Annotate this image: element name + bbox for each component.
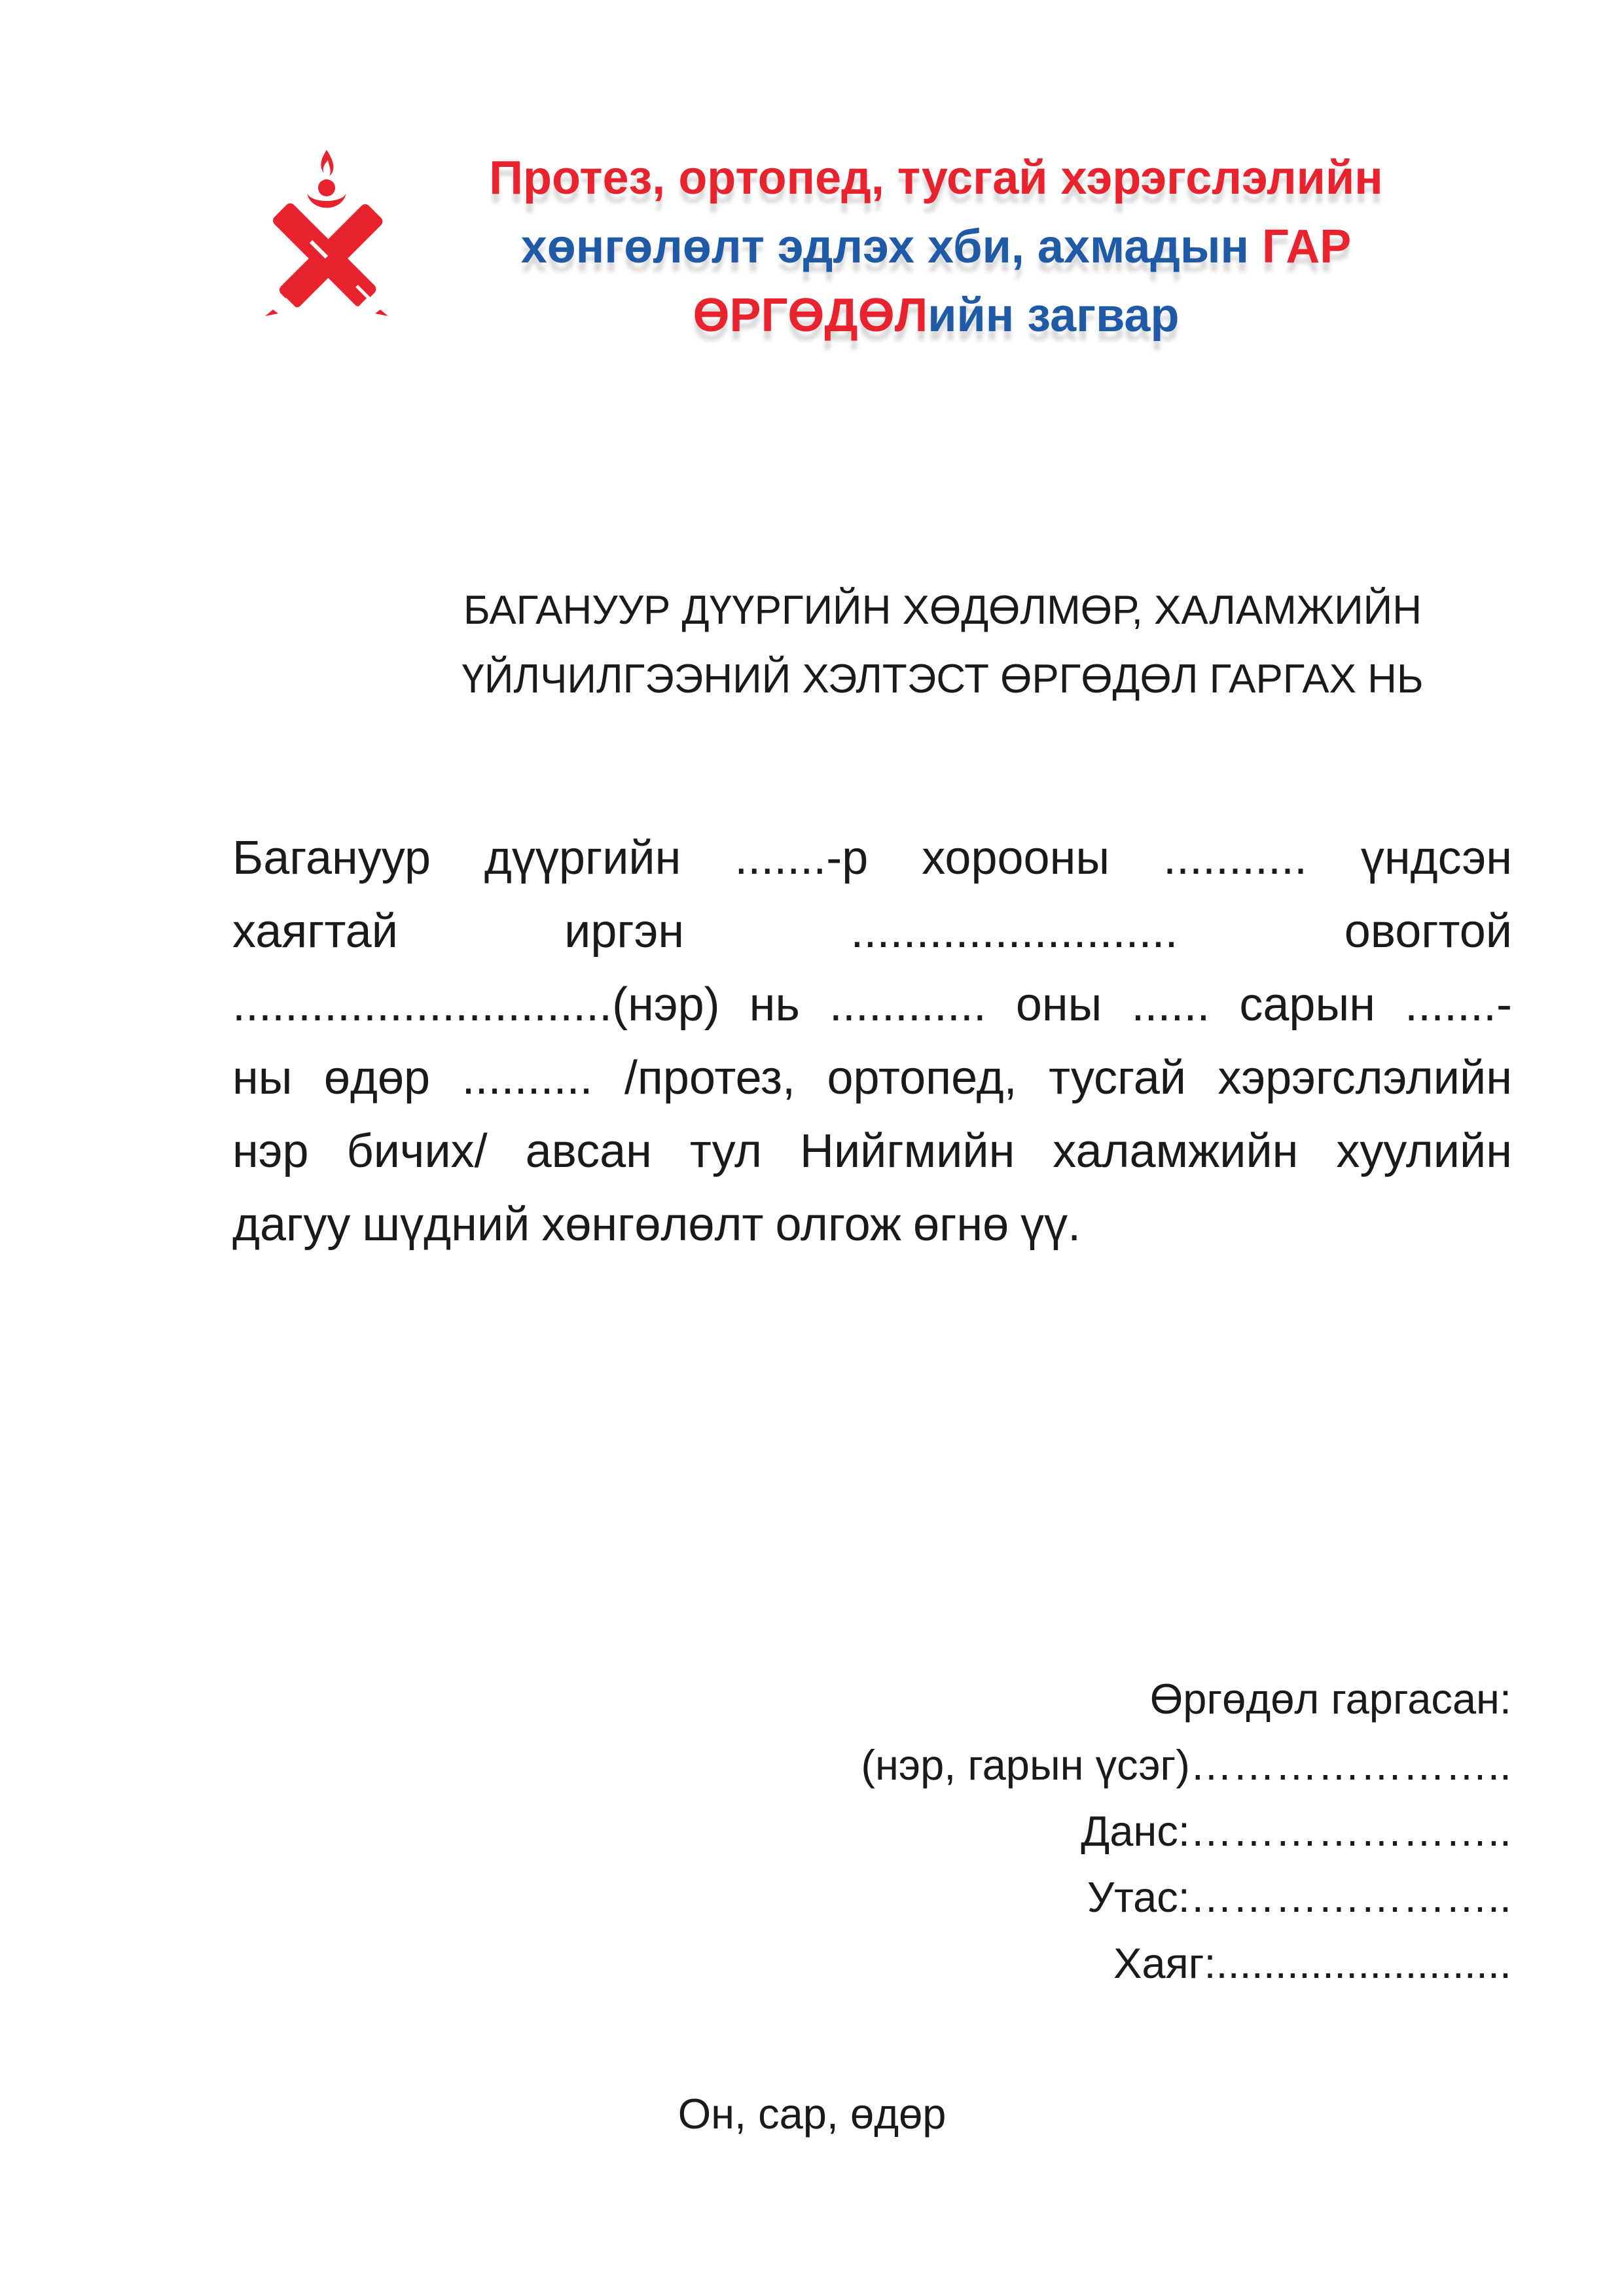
body-word: авсан	[525, 1125, 652, 1177]
body-word: Нийгмийн	[799, 1125, 1015, 1177]
body-word: өгнө	[913, 1198, 1009, 1251]
title-line-3	[419, 281, 1453, 350]
body-word: оны	[1015, 978, 1102, 1031]
body-word: үү.	[1020, 1198, 1081, 1251]
body-word: .............................(нэр)	[232, 978, 720, 1031]
organization-logo	[259, 147, 396, 317]
body-word: .......-р	[734, 832, 869, 884]
signature-address-field: Хаяг:.........................	[1113, 1939, 1511, 1987]
body-line	[232, 1041, 1512, 1115]
body-word: овогтой	[1344, 905, 1512, 958]
body-word: шүдний	[362, 1198, 530, 1251]
body-word: ............	[829, 978, 986, 1031]
mongolian-soyombo-pencils-logo-icon	[259, 147, 396, 317]
body-word: ны	[232, 1052, 293, 1104]
body-word: .........................	[850, 905, 1178, 958]
body-word: /протез,	[624, 1052, 796, 1104]
addressee-line-2: ҮЙЛЧИЛГЭЭНИЙ ХЭЛТЭСТ ӨРГӨДӨЛ ГАРГАХ НЬ	[461, 656, 1424, 702]
title-line-3-blue: ийн загвар	[928, 289, 1180, 342]
body-line	[232, 1115, 1512, 1188]
body-line	[232, 895, 1512, 968]
signature-title: Өргөдөл гаргасан:	[1149, 1675, 1511, 1723]
signature-name-field: (нэр, гарын үсэг)…………………..	[861, 1741, 1511, 1789]
body-word: олгож	[775, 1198, 902, 1251]
title-line-2-blue: хөнгөлөлт эдлэх хби, ахмадын	[520, 221, 1262, 273]
body-word: ...........	[1163, 832, 1307, 884]
date-line: Он, сар, өдөр	[677, 2090, 947, 2138]
body-word: тусгай	[1049, 1052, 1186, 1104]
body-line	[232, 821, 1512, 895]
body-word: дүүргийн	[484, 832, 681, 884]
title-line-3-red: ӨРГӨДӨЛ	[693, 289, 928, 342]
title-line-1: Протез, ортопед, тусгай хэрэгслэлийн	[489, 152, 1383, 204]
signature-block	[861, 1666, 1511, 1996]
title-line-2	[419, 213, 1453, 281]
document-title	[419, 144, 1453, 350]
title-line-2-red: ГАР	[1261, 221, 1352, 273]
body-word: хаягтай	[232, 905, 398, 958]
body-word: нь	[749, 978, 800, 1031]
addressee-line-1: БАГАНУУР ДҮҮРГИЙН ХӨДӨЛМӨР, ХАЛАМЖИЙН	[463, 588, 1422, 633]
body-line	[232, 968, 1512, 1041]
addressee-block	[386, 576, 1499, 713]
body-word: ..........	[461, 1052, 593, 1104]
body-word: өдөр	[323, 1052, 431, 1104]
body-word: халамжийн	[1053, 1125, 1299, 1177]
body-word: дагуу	[232, 1198, 351, 1251]
body-word: хуулийн	[1336, 1125, 1512, 1177]
body-word: хэрэгслэлийн	[1218, 1052, 1512, 1104]
body-word: хөнгөлөлт	[541, 1198, 764, 1251]
signature-phone-field: Утас:…………………..	[1087, 1873, 1511, 1921]
body-word: үндсэн	[1360, 832, 1512, 884]
body-word: сарын	[1239, 978, 1375, 1031]
body-word: ......	[1131, 978, 1210, 1031]
body-word: хорооны	[922, 832, 1110, 884]
body-word: иргэн	[564, 905, 685, 958]
body-line	[232, 1188, 1512, 1261]
body-word: бичих/	[346, 1125, 488, 1177]
body-word: нэр	[232, 1125, 309, 1177]
body-word: ортопед,	[827, 1052, 1017, 1104]
body-word: тул	[689, 1125, 763, 1177]
body-word: Багануур	[232, 832, 431, 884]
body-word: .......-	[1404, 978, 1512, 1031]
application-body	[232, 821, 1512, 1261]
signature-account-field: Данс:…………………..	[1081, 1807, 1511, 1855]
